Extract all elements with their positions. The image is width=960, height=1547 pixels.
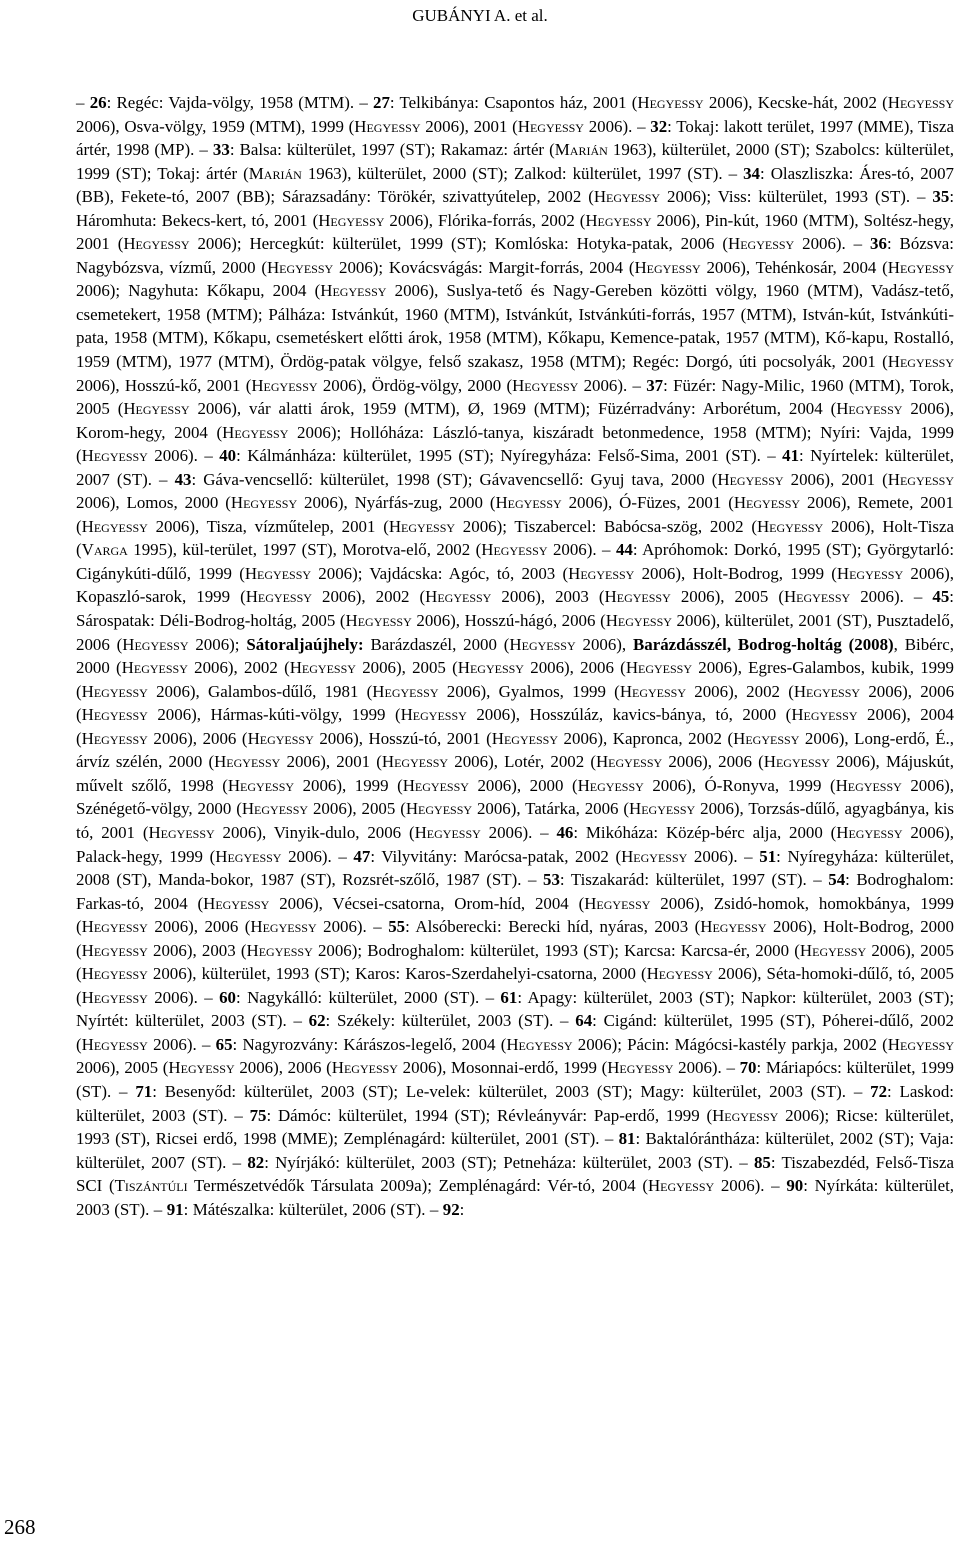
text-run: : Mikóháza: Közép-bérc alja, 2000 ( xyxy=(573,822,837,842)
text-run: : Olaszliszka: Áres-tó, 2007 (BB), Fekete-tó, 2007 (BB); Sárazsadány: Törökér, szivattyútelep, 2002 ( xyxy=(76,163,955,207)
text-run: 2006). – xyxy=(480,822,557,842)
author-name: Hegyessy xyxy=(457,658,524,678)
text-run: : Baktalórántháza: külterület, 2002 (ST); Vaja: külterület, 2007 (ST). – xyxy=(76,1129,954,1172)
site-number: 54 xyxy=(828,870,846,890)
text-run: 2006), Holt-Tisza ( xyxy=(76,516,954,560)
author-name: Hegyessy xyxy=(203,893,270,913)
author-name: Hegyessy xyxy=(712,1105,779,1125)
author-name: Hegyessy xyxy=(354,116,421,136)
bold-text: Barázdásszél, Bodrog-holtág (2008) xyxy=(633,634,894,654)
text-run: 2006), 2005 ( xyxy=(355,658,458,678)
text-run: 2006), Hosszú-kő, 2001 ( xyxy=(76,375,252,395)
text-run: : Bodroghalom: Farkas-tó, 2004 ( xyxy=(76,870,954,913)
text-run: , Bibérc, 2000 ( xyxy=(76,634,955,678)
author-name: Hegyessy xyxy=(81,728,148,748)
author-name: Hegyessy xyxy=(700,917,767,937)
text-run: 2006), Lomos, 2000 ( xyxy=(76,493,231,513)
text-run: 2006), Gyalmos, 1999 ( xyxy=(438,681,620,701)
text-run: Barázdaszél, 2000 ( xyxy=(363,634,510,654)
author-name: Hegyessy xyxy=(81,917,148,937)
text-run: 2006); Nagyhuta: Kőkapu, 2004 ( xyxy=(76,281,321,301)
site-number: 27 xyxy=(373,93,390,112)
text-run: : Cigánd: külterület, 1995 (ST), Póherei-dűlő, 2002 ( xyxy=(76,1011,954,1054)
text-run: 2006), Kecske-hát, 2002 ( xyxy=(703,93,888,112)
text-run: : Kálmánháza: külterület, 1995 (ST); Nyíregyháza: Felső-Sima, 2001 (ST). – xyxy=(236,446,783,466)
text-run: : Mátészalka: külterület, 2006 (ST). – xyxy=(183,1199,443,1219)
text-run: : Laskod: külterület, 2003 (ST). – xyxy=(76,1081,954,1125)
author-name: Hegyessy xyxy=(168,1058,235,1078)
text-run: 2006). – xyxy=(794,234,871,254)
text-run: : Tiszakarád: külterület, 1997 (ST). – xyxy=(559,870,829,890)
running-header: GUBÁNYI A. et al. xyxy=(412,6,548,25)
text-run: 2006). – xyxy=(714,1176,787,1196)
text-run: 2006), Galambos-dűlő, 1981 ( xyxy=(147,681,373,701)
text-run: 2006). – xyxy=(547,540,616,560)
text-run: 2006), 2005 ( xyxy=(308,799,406,819)
site-number: 35 xyxy=(932,187,950,207)
text-run: 2006), Kapronca, 2002 ( xyxy=(558,728,734,748)
author-name: Hegyessy xyxy=(121,658,188,678)
page-number: 268 xyxy=(4,1515,36,1539)
text-run: 2006), Vinyik-dulo, 2006 ( xyxy=(214,822,415,842)
author-name: Hegyessy xyxy=(509,634,576,654)
site-number: 46 xyxy=(556,822,574,842)
text-run: – xyxy=(76,93,90,112)
author-name: Hegyessy xyxy=(222,422,289,442)
author-name: Hegyessy xyxy=(625,658,693,678)
text-run: 2006), Egres-Galambos, kubik, 1999 ( xyxy=(76,658,954,701)
author-name: Marián xyxy=(554,140,608,160)
author-name: Hegyessy xyxy=(241,799,309,819)
author-name: Marián xyxy=(248,163,302,183)
text-run: 2006), Holt-Bodrog, 1999 ( xyxy=(634,563,837,583)
text-run: 2006), 2002 ( xyxy=(686,681,794,701)
text-run: 2006), Zsidó-homok, homokbánya, 1999 ( xyxy=(76,893,954,937)
author-name: Hegyessy xyxy=(388,516,456,536)
author-name: Hegyessy xyxy=(491,728,558,748)
author-name: Hegyessy xyxy=(733,493,801,513)
author-name: Hegyessy xyxy=(756,516,824,536)
text-run: 2006), Tisza, vízműtelep, 2001 ( xyxy=(147,516,389,536)
text-run: 2006). – xyxy=(850,587,933,607)
text-run: 2006), külterület, 1993 (ST); Karos: Karos-Szerdahelyi-csatorna, 2000 ( xyxy=(147,964,647,984)
text-run: 2006), Holt-Bodrog, 2000 ( xyxy=(76,917,954,960)
author-name: Varga xyxy=(81,540,128,560)
text-run: 2006), Pin-kút, 1960 (MTM), Soltész-hegy, 2001 ( xyxy=(76,210,954,254)
author-name: Hegyessy xyxy=(122,634,189,654)
author-name: Hegyessy xyxy=(215,846,282,866)
author-name: Hegyessy xyxy=(495,493,562,513)
text-run: : Nyírtelek: külterület, 2007 (ST). – xyxy=(76,446,955,489)
text-run: : Apagy: külterület, 2003 (ST); Napkor: külterület, 2003 (ST); Nyírtét: külterület, 2003 (ST). – xyxy=(76,987,955,1031)
text-run: : Nagyrozvány: Kárászos-legelő, 2004 ( xyxy=(232,1034,507,1054)
author-name: Hegyessy xyxy=(763,752,830,772)
author-name: Hegyessy xyxy=(584,893,651,913)
author-name: Hegyessy xyxy=(593,187,661,207)
author-name: Hegyessy xyxy=(621,846,688,866)
text-run: : Telkibánya: Csapontos ház, 2001 ( xyxy=(389,93,638,112)
site-number: 71 xyxy=(135,1081,153,1101)
text-run: : Tiszabezdéd, Felső-Tisza SCI ( xyxy=(76,1152,954,1196)
site-number: 82 xyxy=(247,1152,265,1172)
text-run: : Dámóc: külterület, 1994 (ST); Révleányvár: Pap-erdő, 1999 ( xyxy=(266,1105,713,1125)
site-number: 44 xyxy=(615,540,633,560)
author-name: Hegyessy xyxy=(81,681,148,701)
site-number: 60 xyxy=(219,987,236,1007)
text-run: 2006), Szénégető-völgy, 2000 ( xyxy=(76,775,954,819)
text-run: : Regéc: Vajda-völgy, 1958 (MTM). – xyxy=(106,93,373,112)
author-name: Hegyessy xyxy=(637,93,704,112)
author-name: Hegyessy xyxy=(345,611,412,631)
site-number: 61 xyxy=(500,987,518,1007)
text-run: 2006), 2001 ( xyxy=(420,116,518,136)
author-name: Tiszántúli xyxy=(114,1176,188,1196)
author-name: Hegyessy xyxy=(836,563,904,583)
text-run: 2006), Hosszú-tó, 2001 ( xyxy=(313,728,492,748)
author-name: Hegyessy xyxy=(887,469,954,489)
site-number: 90 xyxy=(786,1176,804,1196)
site-number: 34 xyxy=(743,163,760,183)
text-run: 2006), Suslya-tető és Nagy-Gereben közötti völgy, 1960 (MTM), Vadász-tető, csemetekert, 1958 (MTM); Pálháza: Istvánkút, 1960 (MTM), Istvánkút, Istvánkúti-forrás, 1957 (MTM), István-kút, Istvánkúti-pata, 1958 (MTM), Kőkapu, csemetéskert előtti árok, 1958 (MTM), Kőkapu, Kemence-patak, 1957 (MTM), Kő-kapu, Rostalló, 1959 (MTM), 1977 (MTM), Ördög-patak völgye, felső szakasz, 1958 (MTM); Regéc: Dorgó, úti pocsolyák, 2001 ( xyxy=(76,281,954,372)
text-run: 1963), külterület, 2000 (ST); Zalkod: külterület, 1997 (ST). – xyxy=(301,163,744,183)
author-name: Hegyessy xyxy=(717,469,784,489)
author-name: Hegyessy xyxy=(835,775,902,795)
author-name: Hegyessy xyxy=(318,210,385,230)
author-name: Hegyessy xyxy=(512,375,579,395)
author-name: Hegyessy xyxy=(793,681,861,701)
text-run: : Gáva-vencsellő: külterület, 1998 (ST); Gávavencsellő: Gyuj tava, 2000 ( xyxy=(191,469,718,489)
author-name: Hegyessy xyxy=(289,658,356,678)
text-run: 2006). – xyxy=(147,446,220,466)
text-run: 2006), 2006 ( xyxy=(234,1058,332,1078)
text-run: 2006), Flórika-forrás, 2002 ( xyxy=(384,210,586,230)
text-run: 2006), 2006 ( xyxy=(76,681,955,725)
author-name: Hegyessy xyxy=(887,352,954,372)
text-run: 2006), 2003 ( xyxy=(491,587,605,607)
author-name: Hegyessy xyxy=(506,1034,573,1054)
author-name: Hegyessy xyxy=(887,257,955,277)
text-run: 2006), Korom-hegy, 2004 ( xyxy=(76,399,954,442)
author-name: Hegyessy xyxy=(791,705,858,725)
text-run: 2006), Hosszúláz, kavics-bánya, tó, 2000 ( xyxy=(466,705,792,725)
text-run: 2006), Ó-Ronyva, 1999 ( xyxy=(643,775,836,795)
author-name: Hegyessy xyxy=(372,681,439,701)
author-name: Hegyessy xyxy=(605,611,672,631)
author-name: Hegyessy xyxy=(81,940,148,960)
text-run: 2006), Lotér, 2002 ( xyxy=(448,752,596,772)
site-number: 41 xyxy=(782,446,800,466)
text-run: 2006), Mosonnai-erdő, 1999 ( xyxy=(397,1058,608,1078)
site-number: 85 xyxy=(753,1152,771,1172)
text-run: : Nyírjákó: külterület, 2003 (ST); Petneháza: külterület, 2003 (ST). – xyxy=(264,1152,754,1172)
author-name: Hegyessy xyxy=(517,116,584,136)
text-run: : Bózsva: Nagybózsva, vízmű, 2000 ( xyxy=(76,234,954,277)
author-name: Hegyessy xyxy=(123,234,190,254)
text-run: : Máriapócs: külterület, 1999 (ST). – xyxy=(76,1058,954,1101)
author-name: Hegyessy xyxy=(783,587,851,607)
site-number: 65 xyxy=(215,1034,233,1054)
text-run: 2006), Hosszú-hágó, 2006 ( xyxy=(411,611,606,631)
site-number: 32 xyxy=(650,116,668,136)
site-number: 91 xyxy=(166,1199,184,1219)
site-number: 43 xyxy=(174,469,192,489)
text-run: : Háromhuta: Bekecs-kert, tó, 2001 ( xyxy=(76,187,955,230)
author-name: Hegyessy xyxy=(619,681,687,701)
text-run: 2006); Ricse: külterület, 1993 (ST), Ricsei erdő, 1998 (MME); Zemplénagárd: külterület, 2001 (ST). – xyxy=(76,1105,954,1149)
text-run: : Nyírkáta: külterület, 2003 (ST). – xyxy=(76,1176,955,1219)
text-run: 2006), 2002 ( xyxy=(187,658,290,678)
text-run: 2006); Pácin: Mágócsi-kastély parkja, 2002 ( xyxy=(572,1034,888,1054)
text-run: 2006); Viss: külterület, 1993 (ST). – xyxy=(660,187,933,207)
author-name: Hegyessy xyxy=(81,1034,148,1054)
text-run: 2006); xyxy=(188,634,247,654)
author-name: Hegyessy xyxy=(836,399,903,419)
author-name: Hegyessy xyxy=(247,728,314,748)
text-run: 2006), Remete, 2001 ( xyxy=(76,493,954,536)
author-name: Hegyessy xyxy=(123,399,190,419)
text-run: 2006), Ördög-völgy, 2000 ( xyxy=(317,375,513,395)
text-run: 2006), Nyárfás-zug, 2000 ( xyxy=(297,493,496,513)
author-name: Hegyessy xyxy=(568,563,635,583)
text-run: 2006), Séta-homoki-dűlő, tó, 2005 ( xyxy=(76,964,954,1007)
text-run: 2006), 2001 ( xyxy=(280,752,382,772)
text-run: 2006). – xyxy=(578,375,647,395)
site-number: 51 xyxy=(759,846,777,866)
text-run: Természetvédők Társulata 2009a); Zemplénagárd: Vér-tó, 2004 ( xyxy=(187,1176,648,1196)
text-run: 2006), 2003 ( xyxy=(147,940,247,960)
author-name: Hegyessy xyxy=(425,587,492,607)
text-run: : Alsóberecki: Berecki híd, nyáras, 2003 ( xyxy=(405,917,701,937)
text-run: 2006), Májuskút, művelt szőlő, 1998 ( xyxy=(76,752,954,795)
site-number: 75 xyxy=(249,1105,267,1125)
body-text xyxy=(76,91,954,1221)
author-name: Hegyessy xyxy=(244,563,312,583)
text-run: : Székely: külterület, 2003 (ST). – xyxy=(325,1011,576,1031)
text-run: 2006), 2006 ( xyxy=(147,728,248,748)
site-number: 72 xyxy=(870,1081,888,1101)
text-run: 2006). – xyxy=(673,1058,740,1078)
text-run: 2006), 1999 ( xyxy=(294,775,403,795)
text-run: : xyxy=(459,1199,465,1219)
text-run: 2006), 2006 ( xyxy=(147,917,251,937)
text-run: 2006); Vajdácska: Agóc, tó, 2003 ( xyxy=(311,563,569,583)
text-run: 2006); Kovácsvágás: Margit-forrás, 2004 ( xyxy=(333,257,635,277)
author-name: Hegyessy xyxy=(245,587,312,607)
site-number: 62 xyxy=(308,1011,326,1031)
author-name: Hegyessy xyxy=(227,775,295,795)
text-run: 2006), külterület, 2001 (ST), Pusztadelő, 2006 ( xyxy=(76,611,954,654)
text-run: 2006), 2006 ( xyxy=(662,752,764,772)
author-name: Hegyessy xyxy=(405,799,473,819)
text-run: 2006); Bodroghalom: külterület, 1993 (ST); Karcsa: Karcsa-ér, 2000 ( xyxy=(312,940,800,960)
author-name: Hegyessy xyxy=(400,705,467,725)
text-run: 2006), xyxy=(575,634,633,654)
author-name: Hegyessy xyxy=(266,257,334,277)
site-number: 33 xyxy=(212,140,230,160)
author-name: Hegyessy xyxy=(320,281,387,301)
text-run: 2006), Ó-Füzes, 2001 ( xyxy=(561,493,734,513)
text-run: 2006). – xyxy=(281,846,354,866)
author-name: Hegyessy xyxy=(887,93,954,112)
author-name: Hegyessy xyxy=(81,516,148,536)
text-run: 1963), külterület, 2000 (ST); Szabolcs: külterület, 1999 (ST); Tokaj: ártér ( xyxy=(76,140,954,183)
author-name: Hegyessy xyxy=(214,752,281,772)
author-name: Hegyessy xyxy=(577,775,644,795)
author-name: Hegyessy xyxy=(887,1034,955,1054)
author-name: Hegyessy xyxy=(148,822,215,842)
text-run: : Füzér: Nagy-Milic, 1960 (MTM), Torok, 2005 ( xyxy=(76,375,955,419)
text-run: 2006), Palack-hegy, 1999 ( xyxy=(76,822,954,866)
text-run: : Sárospatak: Déli-Bodrog-holtág, 2005 ( xyxy=(76,587,954,631)
text-run: 2006), Torzsás-dűlő, agyagbánya, kis tó, 2001 ( xyxy=(76,799,954,842)
text-run: 2006); Hollóháza: László-tanya, kiszáradt betonmedence, 1958 (MTM); Nyíri: Vajda, 1999 ( xyxy=(76,422,954,466)
text-run: : Besenyőd: külterület, 2003 (ST); Le-velek: külterület, 2003 (ST); Magy: külterület, 2003 (ST). – xyxy=(152,1081,871,1101)
text-run: 2006), vár alatti árok, 1959 (MTM), Ø, 1969 (MTM); Füzérradvány: Arborétum, 2004 ( xyxy=(189,399,837,419)
text-run: 2006), Tatárka, 2006 ( xyxy=(472,799,630,819)
text-run: : Apróhomok: Dorkó, 1995 (ST); Györgytarló: Cigánykúti-dűlő, 1999 ( xyxy=(76,540,955,583)
text-run: 2006), Osva-völgy, 1959 (MTM), 1999 ( xyxy=(76,116,355,136)
text-run: 2006), Tehénkosár, 2004 ( xyxy=(700,257,888,277)
author-name: Hegyessy xyxy=(81,446,148,466)
text-run: 2006); Tiszabercel: Babócsa-szög, 2002 ( xyxy=(455,516,757,536)
text-run: 2006). – xyxy=(147,987,220,1007)
site-number: 55 xyxy=(388,917,406,937)
author-name: Hegyessy xyxy=(799,940,867,960)
site-number: 26 xyxy=(89,93,107,112)
text-run: 2006), 2005 ( xyxy=(76,1058,169,1078)
author-name: Hegyessy xyxy=(647,1176,715,1196)
author-name: Hegyessy xyxy=(402,775,469,795)
site-number: 45 xyxy=(932,587,950,607)
bold-text: Sátoraljaújhely: xyxy=(246,634,364,654)
author-name: Hegyessy xyxy=(629,799,696,819)
site-number: 53 xyxy=(543,870,560,890)
author-name: Hegyessy xyxy=(381,752,449,772)
text-run: 2006), 2001 ( xyxy=(783,469,888,489)
author-name: Hegyessy xyxy=(414,822,481,842)
author-name: Hegyessy xyxy=(81,964,148,984)
author-name: Hegyessy xyxy=(230,493,298,513)
text-run: : Balsa: külterület, 1997 (ST); Rakamaz: ártér ( xyxy=(229,140,555,160)
text-run: 2006), Hármas-kúti-völgy, 1999 ( xyxy=(147,705,401,725)
text-run: 2006). – xyxy=(147,1034,216,1054)
author-name: Hegyessy xyxy=(251,375,318,395)
author-name: Hegyessy xyxy=(585,210,652,230)
site-number: 70 xyxy=(739,1058,757,1078)
text-run: : Nagykálló: külterület, 2000 (ST). – xyxy=(235,987,501,1007)
author-name: Hegyessy xyxy=(634,257,701,277)
site-number: 40 xyxy=(219,446,237,466)
text-run: : Tokaj: lakott terület, 1997 (MME), Tisza ártér, 1998 (MP). – xyxy=(76,116,954,160)
site-number: 92 xyxy=(442,1199,460,1219)
author-name: Hegyessy xyxy=(246,940,313,960)
text-run: : Nyíregyháza: külterület, 2008 (ST), Manda-bokor, 1987 (ST), Rozsrét-szőlő, 1987 (ST). – xyxy=(76,846,954,890)
author-name: Hegyessy xyxy=(81,705,148,725)
text-run: 2006), Long-erdő, É., árvíz szélén, 2000 ( xyxy=(76,728,954,772)
author-name: Hegyessy xyxy=(836,822,903,842)
site-number: 64 xyxy=(575,1011,593,1031)
author-name: Hegyessy xyxy=(250,917,317,937)
site-number: 47 xyxy=(353,846,371,866)
text-run: 2006), 2006 ( xyxy=(523,658,626,678)
text-run: 2006), Vécsei-csatorna, Orom-híd, 2004 ( xyxy=(269,893,585,913)
author-name: Hegyessy xyxy=(728,234,795,254)
author-name: Hegyessy xyxy=(604,587,671,607)
text-run: 2006), 2005 ( xyxy=(670,587,784,607)
text-run: 2006), 2004 ( xyxy=(76,705,954,748)
text-run: 2006), 2005 ( xyxy=(76,940,954,984)
author-name: Hegyessy xyxy=(481,540,548,560)
author-name: Hegyessy xyxy=(595,752,663,772)
text-run: 2006), 2000 ( xyxy=(468,775,578,795)
text-run: 2006), 2002 ( xyxy=(311,587,426,607)
text-run: : Vilyvitány: Marócsa-patak, 2002 ( xyxy=(370,846,622,866)
locality-paragraph xyxy=(76,91,954,1221)
site-number: 36 xyxy=(870,234,887,254)
author-name: Hegyessy xyxy=(646,964,713,984)
text-run: 2006). – xyxy=(316,917,389,937)
text-run: 2006), Kopaszló-sarok, 1999 ( xyxy=(76,563,954,607)
author-name: Hegyessy xyxy=(607,1058,674,1078)
author-name: Hegyessy xyxy=(331,1058,398,1078)
text-run: 2006). – xyxy=(583,116,651,136)
text-run: 2006). – xyxy=(687,846,760,866)
author-name: Hegyessy xyxy=(81,987,148,1007)
author-name: Hegyessy xyxy=(733,728,800,748)
text-run: 2006); Hercegkút: külterület, 1999 (ST); Komlóska: Hotyka-patak, 2006 ( xyxy=(189,234,728,254)
site-number: 81 xyxy=(618,1129,636,1149)
site-number: 37 xyxy=(646,375,664,395)
text-run: 1995), kül-terület, 1997 (ST), Morotva-elő, 2002 ( xyxy=(127,540,482,560)
